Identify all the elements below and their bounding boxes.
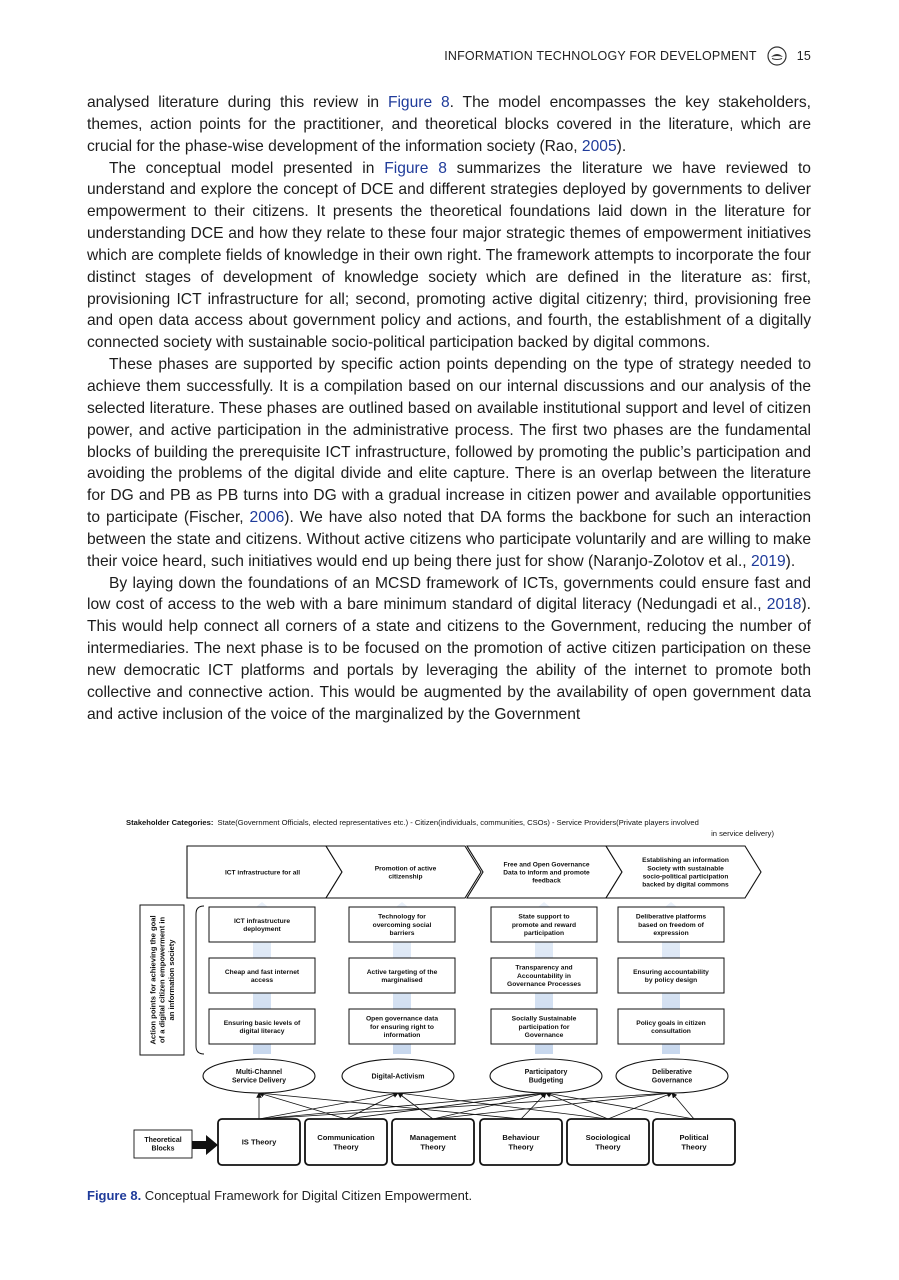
caption-label: Figure 8. xyxy=(87,1188,142,1203)
action-point-label: Cheap and fast internet access xyxy=(224,968,300,984)
paragraph-text: ). We have also noted that DA forms the backbone for such an interaction between the state and citizens. Without active citizens who participate voluntarily and are willing to make their voice heard, such initiatives would end up being there just for show (Naranjo-Zolotov et al., xyxy=(87,509,811,570)
figure-caption xyxy=(87,1188,472,1203)
stakeholder-label: Stakeholder Categories: xyxy=(126,818,214,827)
stakeholder-text-continued: in service delivery) xyxy=(711,829,774,838)
paragraph-text: ). xyxy=(616,137,627,155)
theory-label: Sociological Theory xyxy=(585,1133,631,1152)
phase-label: Promotion of active citizenship xyxy=(374,865,437,881)
reference-link[interactable]: 2006 xyxy=(249,509,285,527)
right-arrow-icon xyxy=(192,1135,218,1155)
reference-link[interactable]: 2019 xyxy=(750,552,786,570)
action-point-label: Policy goals in citizen consultation xyxy=(636,1019,706,1035)
paragraph-text: ). xyxy=(785,552,796,570)
phase-label: Free and Open Governance Data to inform and promote feedback xyxy=(503,861,590,885)
phase-label: ICT infrastructure for all xyxy=(224,869,301,877)
paragraph-text: The conceptual model presented in xyxy=(109,159,385,177)
running-title: INFORMATION TECHNOLOGY FOR DEVELOPMENT xyxy=(444,49,757,63)
theory-theme-connector xyxy=(521,1093,546,1119)
theme-label: Digital-Activism xyxy=(371,1073,425,1081)
conceptual-framework-diagram xyxy=(120,812,780,1177)
paragraph xyxy=(87,354,811,572)
paragraph-text: By laying down the foundations of an MCSD framework of ICTs, governments could ensure fast and low cost of access to the web with a bare minimum standard of digital literacy (Nedungadi et al., xyxy=(87,574,811,614)
theory-label: Political Theory xyxy=(679,1133,709,1152)
theme-label: Deliberative Governance xyxy=(651,1069,693,1085)
theory-theme-connector xyxy=(672,1093,694,1119)
phase-label: Establishing an information Society with sustainable socio-political participation backed by digital commons xyxy=(642,857,729,889)
action-point-label: Ensuring basic levels of digital literacy xyxy=(223,1019,301,1035)
theme-label: Participatory Budgeting xyxy=(524,1069,568,1085)
theory-theme-connector xyxy=(546,1093,694,1119)
bracket xyxy=(196,906,204,1054)
theme-label: Multi-Channel Service Delivery xyxy=(231,1069,287,1085)
paragraph-text: ). This would help connect all corners of a state and citizens to the Government, reducing the number of intermediaries. The next phase is to be focused on the promotion of active citizen participation on these new democratic ICT platforms and portals by leveraging the ability of the internet to promote both collective and connective action. This would be augmented by the availability of open government data and active inclusion of the voice of the marginalized by the Government xyxy=(87,596,811,723)
paragraph-text: analysed literature during this review in xyxy=(87,94,388,111)
theory-theme-connector xyxy=(433,1093,546,1119)
journal-logo-icon xyxy=(767,46,787,66)
paragraph-text: . The model encompasses the key stakeholders, themes, action points for the practitioner, and theoretical blocks covered in the literature, which are crucial for the phase-wise development of the information society (Rao, xyxy=(87,94,811,155)
theory-theme-connector xyxy=(608,1093,672,1119)
paragraph xyxy=(87,92,811,158)
theory-label: Communication Theory xyxy=(317,1133,375,1152)
caption-text: Conceptual Framework for Digital Citizen Empowerment. xyxy=(141,1188,473,1203)
theoretical-blocks-label: Theoretical Blocks xyxy=(144,1137,182,1153)
reference-link[interactable]: Figure 8 xyxy=(387,94,450,111)
theory-label: IS Theory xyxy=(241,1137,277,1147)
paragraph xyxy=(87,158,811,355)
action-point-label: ICT infrastructure deployment xyxy=(233,917,291,933)
stakeholder-text: State(Government Officials, elected representatives etc.) - Citizen(individuals, communities, CSOs) - Service Providers(Private players involved xyxy=(217,818,699,827)
stakeholder-line xyxy=(126,818,699,827)
action-point-label: Transparency and Accountability in Governance Processes xyxy=(507,964,581,989)
running-header xyxy=(444,46,811,66)
action-point-label: State support to promote and reward participation xyxy=(511,913,577,938)
reference-link[interactable]: Figure 8 xyxy=(384,159,447,177)
paragraph-text: These phases are supported by specific action points depending on the type of strategy needed to achieve them successfully. It is a compilation based on our internal discussions and our analysis of the selected literature. These phases are outlined based on available institutional support and level of citizen power, and active participation in the administrative process. The first two phases are the fundamental blocks of building the prerequisite ICT infrastructure, followed by promoting the public’s participation and avoiding the problems of the digital divide and elite capture. There is an overlap between the literature for DG and PB as PB turns into DG with a gradual increase in citizen power and available opportunities to participate (Fischer, xyxy=(87,356,811,527)
paragraph-text: summarizes the literature we have reviewed to understand and explore the concept of DCE and different strategies deployed by governments to deliver empowerment to their citizens. It presents the theoretical foundations laid down in the literature for understanding DCE and how they relate to these four major strategic themes of empowerment initiatives which are complete fields of knowledge in their own right. The framework attempts to incorporate the four distinct stages of development of knowledge society which are defined in the literature as: first, provisioning ICT infrastructure for all; second, promoting active digital citizenry; third, provisioning free and open data access about government policy and actions, and fourth, the establishment of a digitally connected society with sustainable socio-political participation backed by digital commons. xyxy=(87,159,811,352)
action-point-label: Ensuring accountability by policy design xyxy=(633,968,709,984)
reference-link[interactable]: 2018 xyxy=(766,596,802,614)
action-point-label: Technology for overcoming social barriers xyxy=(372,913,432,938)
page-number: 15 xyxy=(796,49,811,63)
paragraph xyxy=(87,573,811,726)
body-text xyxy=(87,92,811,725)
theory-label: Management Theory xyxy=(409,1133,457,1152)
theory-label: Behaviour Theory xyxy=(502,1133,540,1152)
action-point-label: Socially Sustainable participation for Governance xyxy=(511,1015,577,1040)
figure-8 xyxy=(120,812,780,1177)
reference-link[interactable]: 2005 xyxy=(581,137,617,155)
action-point-label: Open governance data for ensuring right to information xyxy=(365,1015,439,1040)
action-point-label: Deliberative platforms based on freedom of expression xyxy=(635,913,707,938)
action-point-label: Active targeting of the marginalised xyxy=(366,968,438,984)
action-points-label: Action points for achieving the goalof a digital citizen empowerment inan information society xyxy=(148,915,176,1045)
